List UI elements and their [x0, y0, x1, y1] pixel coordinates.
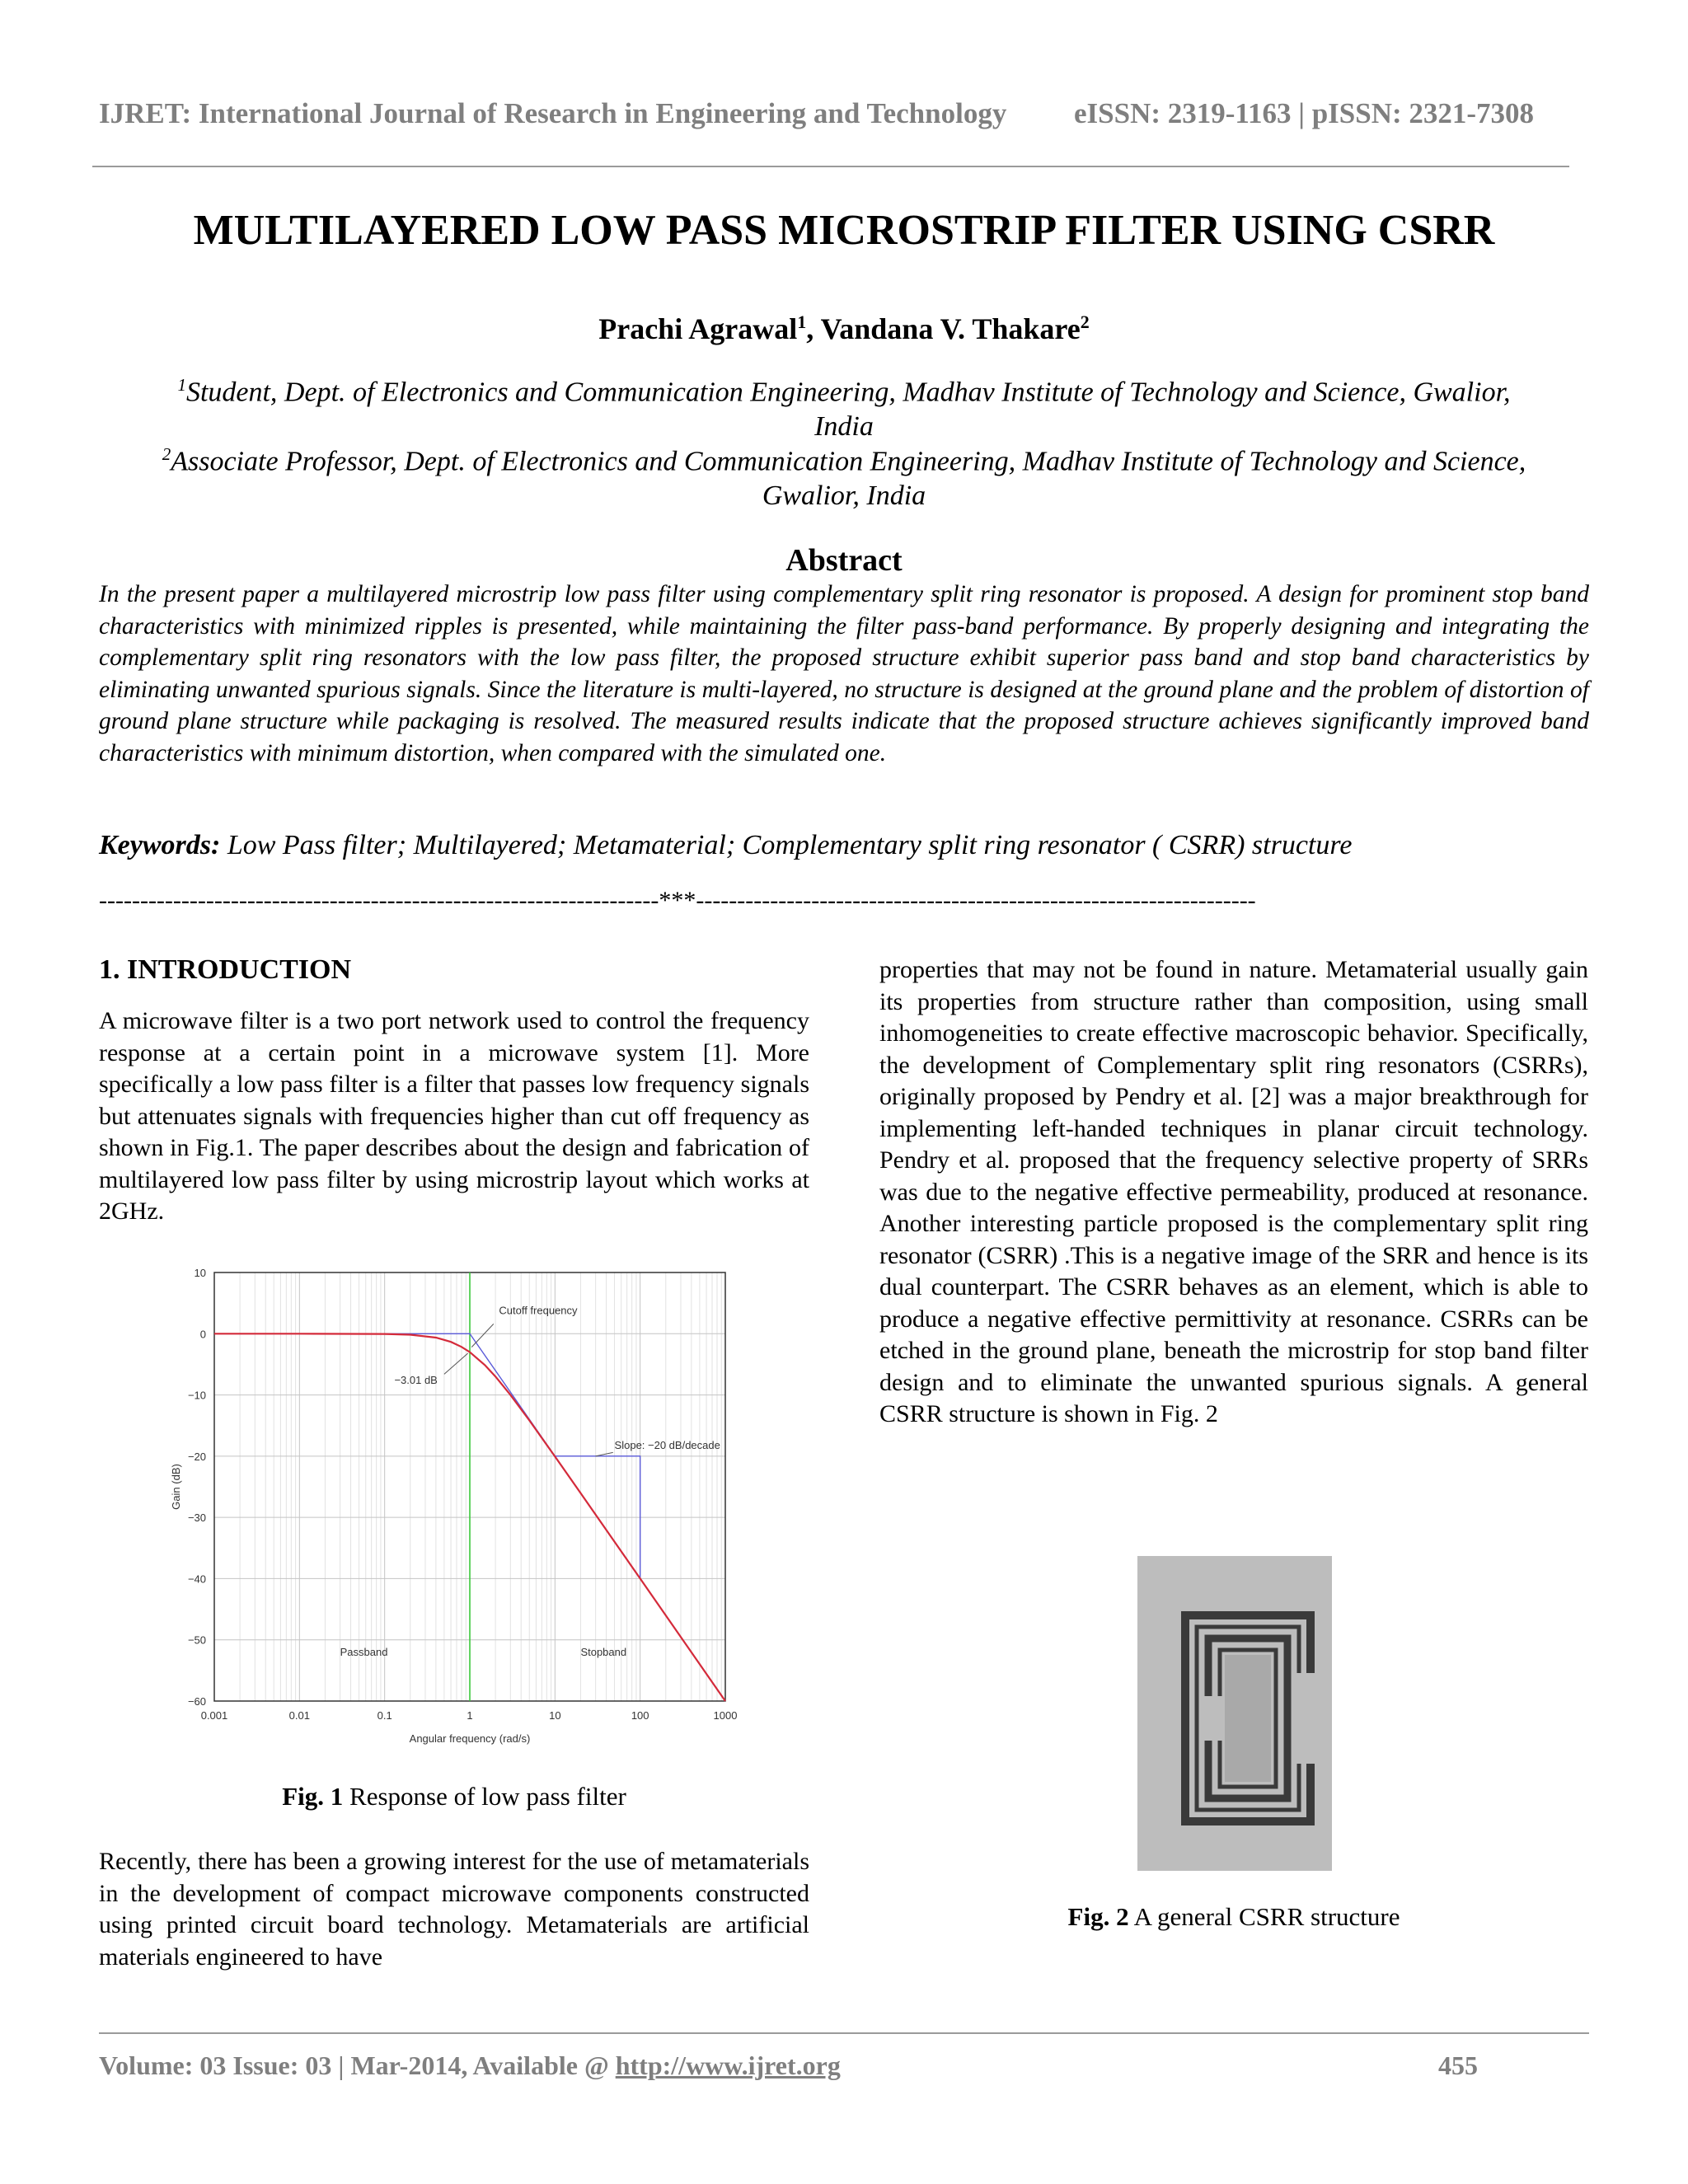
x-axis-label: Angular frequency (rad/s): [409, 1732, 531, 1745]
keywords-label: Keywords:: [99, 830, 221, 860]
fig1-caption: [99, 1782, 809, 1811]
lowpass-response-chart: [165, 1261, 742, 1755]
paper-title: MULTILAYERED LOW PASS MICROSTRIP FILTER USING CSRR: [193, 207, 1495, 254]
x-tick-label: 0.01: [288, 1709, 310, 1722]
y-tick-label: −20: [187, 1450, 206, 1463]
x-tick-label: 10: [549, 1709, 561, 1722]
csrr-center: [1225, 1655, 1271, 1782]
journal-name: IJRET: International Journal of Research in Engineering and Technology: [99, 97, 1007, 129]
y-tick-label: 0: [199, 1328, 206, 1341]
author-sup: 2: [1080, 312, 1090, 332]
abstract-heading: Abstract: [785, 543, 903, 578]
y-tick-label: −10: [187, 1389, 206, 1402]
affiliation-sup: 1: [177, 375, 186, 395]
affiliation-2: [99, 437, 1589, 513]
y-tick-label: −60: [187, 1695, 206, 1708]
issn: eISSN: 2319-1163 | pISSN: 2321-7308: [1074, 97, 1535, 129]
x-tick-label: 0.1: [377, 1709, 392, 1722]
x-tick-label: 1: [467, 1709, 473, 1722]
intro-paragraph-3: properties that may not be found in nature. Metamaterial usually gain its properties from structure rather than composition, using small inhomogeneities to create effective macroscopic behavior. Specifically, the development of Complementary split ring resonators (CSRRs), originally proposed by Pendry et al. [2] was a major breakthrough for implementing left-handed techniques in planar circuit technology. Pendry et al. proposed that the frequency selective property of SRRs was due to the negative effective permeability, produced at resonance. Another interesting particle proposed is the complementary split ring resonator (CSRR) .This is a negative image of the SRR and hence is its dual counterpart. The CSRR behaves as an element, which is able to produce a negative effective permittivity at resonance. CSRRs can be etched in the ground plane, beneath the microstrip for stop band filter design and to eliminate the unwanted spurious signals. A general CSRR structure is shown in Fig. 2: [879, 956, 1588, 1427]
journal-link[interactable]: http://www.ijret.org: [615, 2050, 841, 2080]
x-tick-label: 100: [631, 1709, 649, 1722]
page-number: 455: [1438, 2050, 1478, 2080]
intro-paragraph-1: A microwave filter is a two port network used to control the frequency response at a certain point in a microwave system [1]. More specifically a low pass filter is a filter that passes low frequency signals but attenuates signals with frequencies higher than cut off frequency as shown in Fig.1. The paper describes about the design and fabrication of multilayered low pass filter by using microstrip layout which works at 2GHz.: [99, 1007, 809, 1225]
author-sup: 1: [797, 312, 807, 332]
y-tick-label: 10: [194, 1267, 206, 1279]
keywords-text: Low Pass filter; Multilayered; Metamaterial; Complementary split ring resonator ( CSRR) structure: [220, 830, 1353, 860]
intro-paragraph-2: Recently, there has been a growing interest for the use of metamaterials in the development of compact microwave components constructed using printed circuit board technology. Metamaterials are artificial materials engineered to have: [99, 1848, 809, 1971]
fig2-label: Fig. 2: [1067, 1902, 1129, 1931]
x-tick-label: 1000: [713, 1709, 738, 1722]
section-separator: --------------------------------------------------------------------***--------------------------------------------------------------------: [99, 887, 1256, 914]
author-list: [0, 312, 1688, 346]
author-name: Prachi Agrawal: [598, 312, 798, 345]
footer-text: Volume: 03 Issue: 03 | Mar-2014, Available @: [99, 2050, 616, 2080]
chart-annotation: −3.01 dB: [394, 1374, 438, 1387]
y-axis-label: Gain (dB): [170, 1464, 182, 1510]
fig2-caption: [879, 1902, 1588, 1932]
affiliation-line: Associate Professor, Dept. of Electronics and Communication Engineering, Madhav Institute of Technology and Science,: [171, 446, 1526, 477]
fig1-caption-text: Response of low pass filter: [343, 1782, 626, 1811]
chart-annotation: Cutoff frequency: [499, 1304, 578, 1317]
affiliation-line: Gwalior, India: [762, 480, 926, 512]
affiliation-sup: 2: [162, 444, 171, 464]
y-tick-label: −50: [187, 1633, 206, 1647]
author-separator: ,: [806, 312, 821, 345]
affiliation-1: [99, 368, 1589, 444]
chart-annotation: Stopband: [580, 1646, 627, 1659]
keywords: [99, 830, 1589, 861]
footer-rule: [99, 2032, 1589, 2034]
affiliation-line: India: [814, 411, 874, 443]
y-tick-label: −40: [187, 1572, 206, 1586]
fig2-caption-text: A general CSRR structure: [1128, 1902, 1400, 1931]
y-tick-label: −30: [187, 1511, 206, 1525]
fig1-label: Fig. 1: [282, 1782, 344, 1811]
abstract-text: In the present paper a multilayered microstrip low pass filter using complementary split ring resonator is proposed. A design for prominent stop band characteristics with minimized ripples is presented, while maintaining the filter pass-band performance. By properly designing and integrating the complementary split ring resonators with the low pass filter, the proposed structure exhibit superior pass band and stop band characteristics by eliminating unwanted spurious signals. Since the literature is multi-layered, no structure is designed at the ground plane and the problem of distortion of ground plane structure while packaging is resolved. The measured results indicate that the proposed structure achieves significantly improved band characteristics with minimum distortion, when compared with the simulated one.: [99, 581, 1589, 766]
section-heading: 1. INTRODUCTION: [99, 954, 352, 985]
author-name: Vandana V. Thakare: [820, 312, 1081, 345]
running-header: [99, 97, 1582, 138]
csrr-structure-image: [1137, 1556, 1332, 1871]
chart-annotation: Passband: [340, 1646, 388, 1659]
affiliation-line: Student, Dept. of Electronics and Communication Engineering, Madhav Institute of Technology and Science, Gwalior,: [185, 377, 1511, 408]
chart-annotation: Slope: −20 dB/decade: [614, 1438, 720, 1451]
x-tick-label: 0.001: [200, 1709, 228, 1722]
header-rule: [92, 166, 1569, 167]
